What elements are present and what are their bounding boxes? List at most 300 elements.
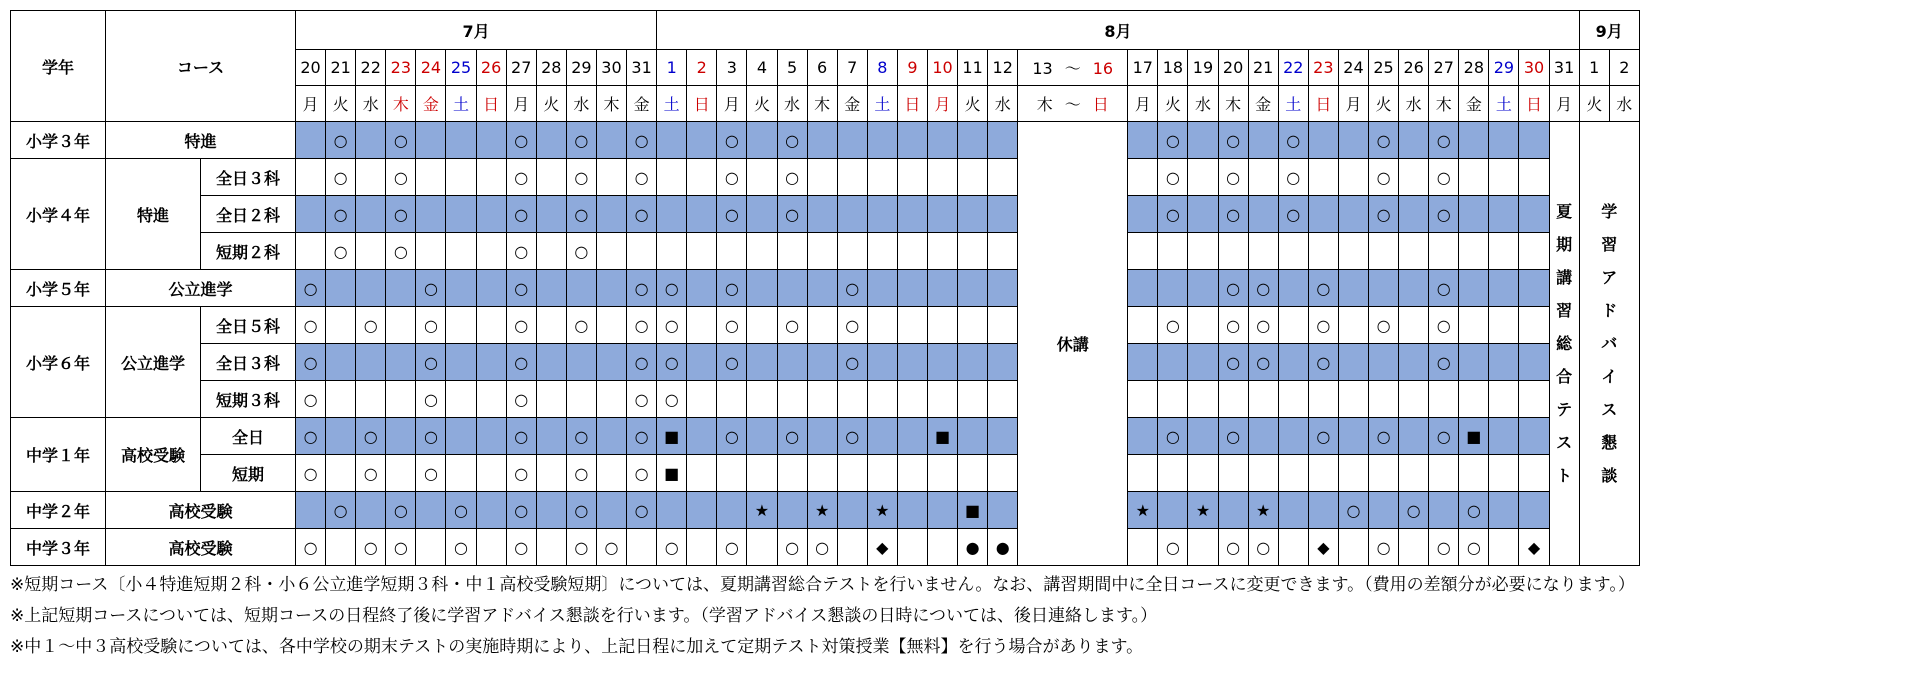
schedule-cell — [687, 492, 717, 529]
class-mark: ○ — [627, 270, 657, 307]
schedule-cell — [296, 196, 326, 233]
class-mark: ○ — [296, 455, 326, 492]
schedule-cell — [717, 492, 747, 529]
class-mark: ○ — [296, 418, 326, 455]
schedule-cell — [1128, 344, 1158, 381]
schedule-cell — [777, 344, 807, 381]
schedule-cell — [927, 122, 957, 159]
class-mark: ○ — [1218, 159, 1248, 196]
summer-test-char: 講 — [1556, 268, 1573, 287]
schedule-cell — [596, 307, 626, 344]
class-mark: ○ — [506, 381, 536, 418]
weekday-cell: 木 — [596, 86, 626, 122]
schedule-cell — [1399, 159, 1429, 196]
class-mark: ○ — [296, 270, 326, 307]
class-mark: ○ — [777, 159, 807, 196]
subcourse-cell: 短期 — [201, 455, 296, 492]
schedule-cell — [687, 122, 717, 159]
schedule-cell — [1489, 307, 1519, 344]
schedule-cell — [1429, 233, 1459, 270]
table-row — [11, 307, 1640, 344]
schedule-cell — [747, 381, 777, 418]
schedule-cell — [657, 159, 687, 196]
schedule-cell — [897, 492, 927, 529]
schedule-cell — [476, 381, 506, 418]
date-cell: 31 — [1549, 50, 1579, 86]
schedule-cell — [927, 529, 957, 566]
class-mark: ○ — [386, 159, 416, 196]
class-mark: ◆ — [1308, 529, 1338, 566]
course-cell: 公立進学 — [106, 270, 296, 307]
date-cell: 12 — [988, 50, 1018, 86]
class-mark: ○ — [296, 344, 326, 381]
table-row — [11, 529, 1640, 566]
date-cell: 6 — [807, 50, 837, 86]
date-cell: 19 — [1188, 50, 1218, 86]
schedule-cell — [1188, 381, 1218, 418]
schedule-cell — [657, 492, 687, 529]
class-mark: ○ — [1278, 122, 1308, 159]
schedule-cell — [566, 381, 596, 418]
schedule-cell — [1399, 344, 1429, 381]
schedule-cell — [476, 159, 506, 196]
schedule-cell — [386, 307, 416, 344]
class-mark: ○ — [1308, 307, 1338, 344]
class-mark: ■ — [958, 492, 988, 529]
schedule-cell — [1519, 307, 1549, 344]
schedule-cell — [958, 159, 988, 196]
date-cell: 4 — [747, 50, 777, 86]
schedule-cell — [1459, 270, 1489, 307]
class-mark: ○ — [386, 122, 416, 159]
class-mark: ○ — [566, 159, 596, 196]
schedule-cell — [536, 233, 566, 270]
note-line: ※中１〜中３高校受験については、各中学校の期末テストの実施時期により、上記日程に加えて定期テスト対策授業【無料】を行う場合があります。 — [10, 637, 1144, 657]
schedule-cell — [717, 455, 747, 492]
schedule-cell — [1369, 381, 1399, 418]
weekday-cell: 火 — [1369, 86, 1399, 122]
schedule-cell — [446, 196, 476, 233]
schedule-cell — [657, 122, 687, 159]
class-mark: ○ — [717, 344, 747, 381]
class-mark: ○ — [837, 418, 867, 455]
class-mark: ○ — [356, 418, 386, 455]
schedule-cell — [596, 159, 626, 196]
class-mark: ○ — [356, 529, 386, 566]
schedule-cell — [596, 381, 626, 418]
class-mark: ○ — [1308, 270, 1338, 307]
class-mark: ○ — [627, 196, 657, 233]
schedule-cell — [1308, 381, 1338, 418]
advice-char: 談 — [1601, 466, 1618, 485]
schedule-cell — [1158, 233, 1188, 270]
schedule-cell — [536, 344, 566, 381]
date-cell: 29 — [566, 50, 596, 86]
class-mark: ○ — [777, 307, 807, 344]
class-mark: ○ — [356, 307, 386, 344]
class-mark: ○ — [506, 270, 536, 307]
schedule-cell — [566, 344, 596, 381]
schedule-cell — [356, 233, 386, 270]
schedule-cell — [687, 270, 717, 307]
schedule-cell — [356, 344, 386, 381]
advice-char: 学 — [1601, 202, 1618, 221]
class-mark: ○ — [627, 381, 657, 418]
class-mark: ○ — [717, 307, 747, 344]
schedule-cell — [1399, 270, 1429, 307]
class-mark: ○ — [446, 492, 476, 529]
class-mark: ○ — [446, 529, 476, 566]
date-cell: 25 — [1369, 50, 1399, 86]
schedule-cell — [416, 529, 446, 566]
schedule-cell — [596, 196, 626, 233]
class-mark: ○ — [566, 122, 596, 159]
schedule-cell — [777, 492, 807, 529]
class-mark: ○ — [1369, 159, 1399, 196]
class-mark: ○ — [1278, 196, 1308, 233]
schedule-cell — [807, 344, 837, 381]
schedule-cell — [807, 418, 837, 455]
class-mark: ○ — [416, 418, 446, 455]
schedule-cell — [807, 381, 837, 418]
schedule-cell — [1369, 344, 1399, 381]
weekday-cell: 日 — [897, 86, 927, 122]
schedule-cell — [867, 455, 897, 492]
schedule-cell — [1459, 381, 1489, 418]
class-mark: ○ — [416, 381, 446, 418]
schedule-cell — [536, 122, 566, 159]
date-cell: 28 — [536, 50, 566, 86]
schedule-cell — [1429, 455, 1459, 492]
schedule-cell — [807, 455, 837, 492]
weekday-cell: 日 — [476, 86, 506, 122]
schedule-cell — [687, 159, 717, 196]
schedule-cell — [1338, 418, 1368, 455]
schedule-cell — [1128, 455, 1158, 492]
class-mark: ○ — [506, 159, 536, 196]
class-mark: ○ — [416, 455, 446, 492]
class-mark: ○ — [1429, 529, 1459, 566]
schedule-cell — [1459, 196, 1489, 233]
schedule-cell — [988, 344, 1018, 381]
note-line: ※短期コース〔小４特進短期２科・小６公立進学短期３科・中１高校受験短期〕については、夏期講習総合テストを行いません。なお、講習期間中に全日コースに変更できます。（費用の差額分が必要になります。） — [10, 575, 1635, 595]
schedule-cell — [1188, 196, 1218, 233]
class-mark: ○ — [566, 455, 596, 492]
schedule-cell — [958, 381, 988, 418]
class-mark: ○ — [506, 455, 536, 492]
schedule-cell — [867, 122, 897, 159]
schedule-cell — [1128, 418, 1158, 455]
weekday-cell: 土 — [657, 86, 687, 122]
class-mark: ○ — [777, 122, 807, 159]
weekday-cell: 日 — [1519, 86, 1549, 122]
schedule-cell — [1188, 159, 1218, 196]
schedule-cell — [1519, 492, 1549, 529]
table-row — [11, 122, 1640, 159]
class-mark: ★ — [1188, 492, 1218, 529]
schedule-cell — [416, 159, 446, 196]
schedule-cell — [988, 233, 1018, 270]
schedule-cell — [657, 233, 687, 270]
weekday-cell: 月 — [1338, 86, 1368, 122]
schedule-cell — [476, 270, 506, 307]
class-mark: ○ — [777, 418, 807, 455]
date-gap-start: 13 — [1032, 59, 1053, 78]
schedule-cell — [988, 418, 1018, 455]
class-mark: ○ — [1369, 122, 1399, 159]
schedule-cell — [356, 492, 386, 529]
schedule-cell — [446, 455, 476, 492]
course-cell: 特進 — [106, 122, 296, 159]
date-cell: 7 — [837, 50, 867, 86]
schedule-cell — [837, 159, 867, 196]
schedule-cell — [687, 344, 717, 381]
schedule-cell — [476, 344, 506, 381]
schedule-cell — [897, 233, 927, 270]
class-mark: ○ — [777, 529, 807, 566]
date-gap-end: 16 — [1092, 59, 1114, 78]
schedule-cell — [356, 159, 386, 196]
schedule-cell — [1489, 381, 1519, 418]
schedule-cell — [897, 270, 927, 307]
schedule-cell — [897, 307, 927, 344]
schedule-cell — [958, 418, 988, 455]
grade-cell: 小学５年 — [11, 270, 106, 307]
table-row — [11, 344, 1640, 381]
schedule-cell — [536, 492, 566, 529]
advice-char: ド — [1601, 301, 1618, 320]
schedule-cell — [747, 122, 777, 159]
schedule-cell — [747, 455, 777, 492]
schedule-cell — [1429, 492, 1459, 529]
class-mark: ○ — [627, 492, 657, 529]
course-cell: 特進 — [106, 159, 201, 270]
schedule-cell — [1489, 122, 1519, 159]
schedule-cell — [356, 270, 386, 307]
schedule-cell — [717, 381, 747, 418]
schedule-cell — [326, 455, 356, 492]
class-mark: ○ — [1218, 344, 1248, 381]
schedule-cell — [958, 233, 988, 270]
table-row — [11, 381, 1640, 418]
class-mark: ○ — [657, 344, 687, 381]
schedule-cell — [747, 307, 777, 344]
class-mark: ○ — [566, 418, 596, 455]
schedule-cell — [476, 196, 506, 233]
schedule-cell — [837, 381, 867, 418]
class-mark: ○ — [326, 233, 356, 270]
class-mark: ○ — [717, 270, 747, 307]
schedule-cell — [837, 492, 867, 529]
course-cell: 高校受験 — [106, 529, 296, 566]
schedule-cell — [326, 307, 356, 344]
date-cell: 11 — [958, 50, 988, 86]
schedule-cell — [627, 529, 657, 566]
class-mark: ○ — [657, 307, 687, 344]
date-cell: 20 — [296, 50, 326, 86]
note-line: ※上記短期コースについては、短期コースの日程終了後に学習アドバイス懇談を行います。（学習アドバイス懇談の日時については、後日連絡します。） — [10, 606, 1158, 626]
class-mark: ★ — [1248, 492, 1278, 529]
class-mark: ■ — [657, 455, 687, 492]
class-mark: ○ — [1248, 270, 1278, 307]
class-mark: ○ — [1429, 196, 1459, 233]
weekday-cell: 火 — [1158, 86, 1188, 122]
schedule-cell — [1459, 455, 1489, 492]
schedule-cell — [958, 196, 988, 233]
schedule-cell — [1218, 233, 1248, 270]
schedule-cell — [687, 233, 717, 270]
schedule-cell — [476, 307, 506, 344]
schedule-cell — [476, 529, 506, 566]
schedule-cell — [416, 492, 446, 529]
class-mark: ○ — [1278, 159, 1308, 196]
weekday-cell: 土 — [446, 86, 476, 122]
weekday-cell: 日 — [687, 86, 717, 122]
schedule-cell — [1278, 270, 1308, 307]
class-mark: ★ — [807, 492, 837, 529]
schedule-cell — [1429, 381, 1459, 418]
schedule-cell — [446, 233, 476, 270]
table-row — [11, 270, 1640, 307]
schedule-cell — [326, 381, 356, 418]
subcourse-cell: 全日 — [201, 418, 296, 455]
schedule-cell — [1399, 381, 1429, 418]
schedule-cell — [1369, 270, 1399, 307]
schedule-cell — [867, 418, 897, 455]
class-mark: ○ — [717, 159, 747, 196]
schedule-cell — [1278, 455, 1308, 492]
schedule-cell — [596, 492, 626, 529]
schedule-cell — [326, 418, 356, 455]
schedule-cell — [897, 529, 927, 566]
summer-test-char: ト — [1556, 466, 1573, 485]
class-mark: ○ — [1429, 418, 1459, 455]
schedule-cell — [1338, 307, 1368, 344]
schedule-cell — [1308, 159, 1338, 196]
class-mark: ○ — [627, 418, 657, 455]
date-cell: 23 — [1308, 50, 1338, 86]
schedule-cell — [1278, 307, 1308, 344]
schedule-cell — [1459, 122, 1489, 159]
class-mark: ○ — [657, 529, 687, 566]
weekday-cell: 金 — [837, 86, 867, 122]
schedule-cell — [657, 196, 687, 233]
weekday-cell: 水 — [566, 86, 596, 122]
class-mark: ○ — [1218, 418, 1248, 455]
schedule-cell — [1338, 159, 1368, 196]
schedule-cell — [1248, 381, 1278, 418]
class-mark: ○ — [386, 529, 416, 566]
weekday-cell: 水 — [356, 86, 386, 122]
class-mark: ○ — [506, 344, 536, 381]
date-cell: 27 — [1429, 50, 1459, 86]
schedule-cell — [927, 492, 957, 529]
schedule-cell — [386, 270, 416, 307]
schedule-cell — [1278, 418, 1308, 455]
weekday-cell: 月 — [506, 86, 536, 122]
weekday-gap-end: 日 — [1092, 95, 1109, 114]
weekday-cell: 水 — [777, 86, 807, 122]
schedule-cell — [1308, 455, 1338, 492]
summer-test-char: 合 — [1556, 367, 1573, 386]
schedule-cell — [1519, 344, 1549, 381]
class-mark: ○ — [1218, 529, 1248, 566]
date-cell: 2 — [687, 50, 717, 86]
course-cell: 公立進学 — [106, 307, 201, 418]
class-mark: ○ — [627, 307, 657, 344]
class-mark: ○ — [386, 492, 416, 529]
class-mark: ○ — [1369, 529, 1399, 566]
class-mark: ○ — [1308, 344, 1338, 381]
date-cell: 9 — [897, 50, 927, 86]
grade-cell: 中学１年 — [11, 418, 106, 492]
schedule-cell — [687, 455, 717, 492]
class-mark: ○ — [506, 529, 536, 566]
class-mark: ○ — [1429, 344, 1459, 381]
schedule-cell — [807, 196, 837, 233]
class-mark: ○ — [1338, 492, 1368, 529]
class-mark: ○ — [627, 344, 657, 381]
table-row — [11, 196, 1640, 233]
schedule-cell — [958, 270, 988, 307]
advice-cell — [1579, 122, 1639, 566]
schedule-cell — [536, 418, 566, 455]
schedule-cell — [927, 233, 957, 270]
class-mark: ○ — [566, 529, 596, 566]
schedule-cell — [476, 122, 506, 159]
class-mark: ○ — [296, 529, 326, 566]
class-mark: ○ — [566, 492, 596, 529]
schedule-cell — [1158, 455, 1188, 492]
summer-test-char: 期 — [1556, 235, 1573, 254]
schedule-cell — [1158, 270, 1188, 307]
schedule-cell — [747, 270, 777, 307]
class-mark: ○ — [506, 233, 536, 270]
schedule-cell — [1399, 418, 1429, 455]
date-cell: 27 — [506, 50, 536, 86]
weekday-cell: 木 — [807, 86, 837, 122]
class-mark: ○ — [837, 307, 867, 344]
schedule-cell — [1188, 344, 1218, 381]
class-mark: ○ — [837, 270, 867, 307]
summer-test-char: 総 — [1556, 334, 1573, 353]
month-july: 7月 — [296, 11, 657, 50]
class-mark: ○ — [596, 529, 626, 566]
schedule-cell — [1519, 418, 1549, 455]
weekday-cell: 金 — [416, 86, 446, 122]
schedule-cell — [1278, 344, 1308, 381]
schedule-cell — [1369, 455, 1399, 492]
weekday-cell: 火 — [958, 86, 988, 122]
weekday-cell: 月 — [1549, 86, 1579, 122]
weekday-cell: 月 — [717, 86, 747, 122]
schedule-cell — [1338, 455, 1368, 492]
notes — [10, 570, 1920, 663]
schedule-cell — [1399, 196, 1429, 233]
date-cell: 24 — [1338, 50, 1368, 86]
weekday-cell: 月 — [927, 86, 957, 122]
weekday-cell: 日 — [1308, 86, 1338, 122]
schedule-cell — [1489, 159, 1519, 196]
schedule-cell — [1338, 529, 1368, 566]
class-mark: ○ — [717, 122, 747, 159]
class-mark: ◆ — [867, 529, 897, 566]
schedule-cell — [627, 233, 657, 270]
class-mark: ○ — [1429, 270, 1459, 307]
schedule-cell — [1338, 270, 1368, 307]
schedule-cell — [837, 233, 867, 270]
schedule-cell — [897, 196, 927, 233]
